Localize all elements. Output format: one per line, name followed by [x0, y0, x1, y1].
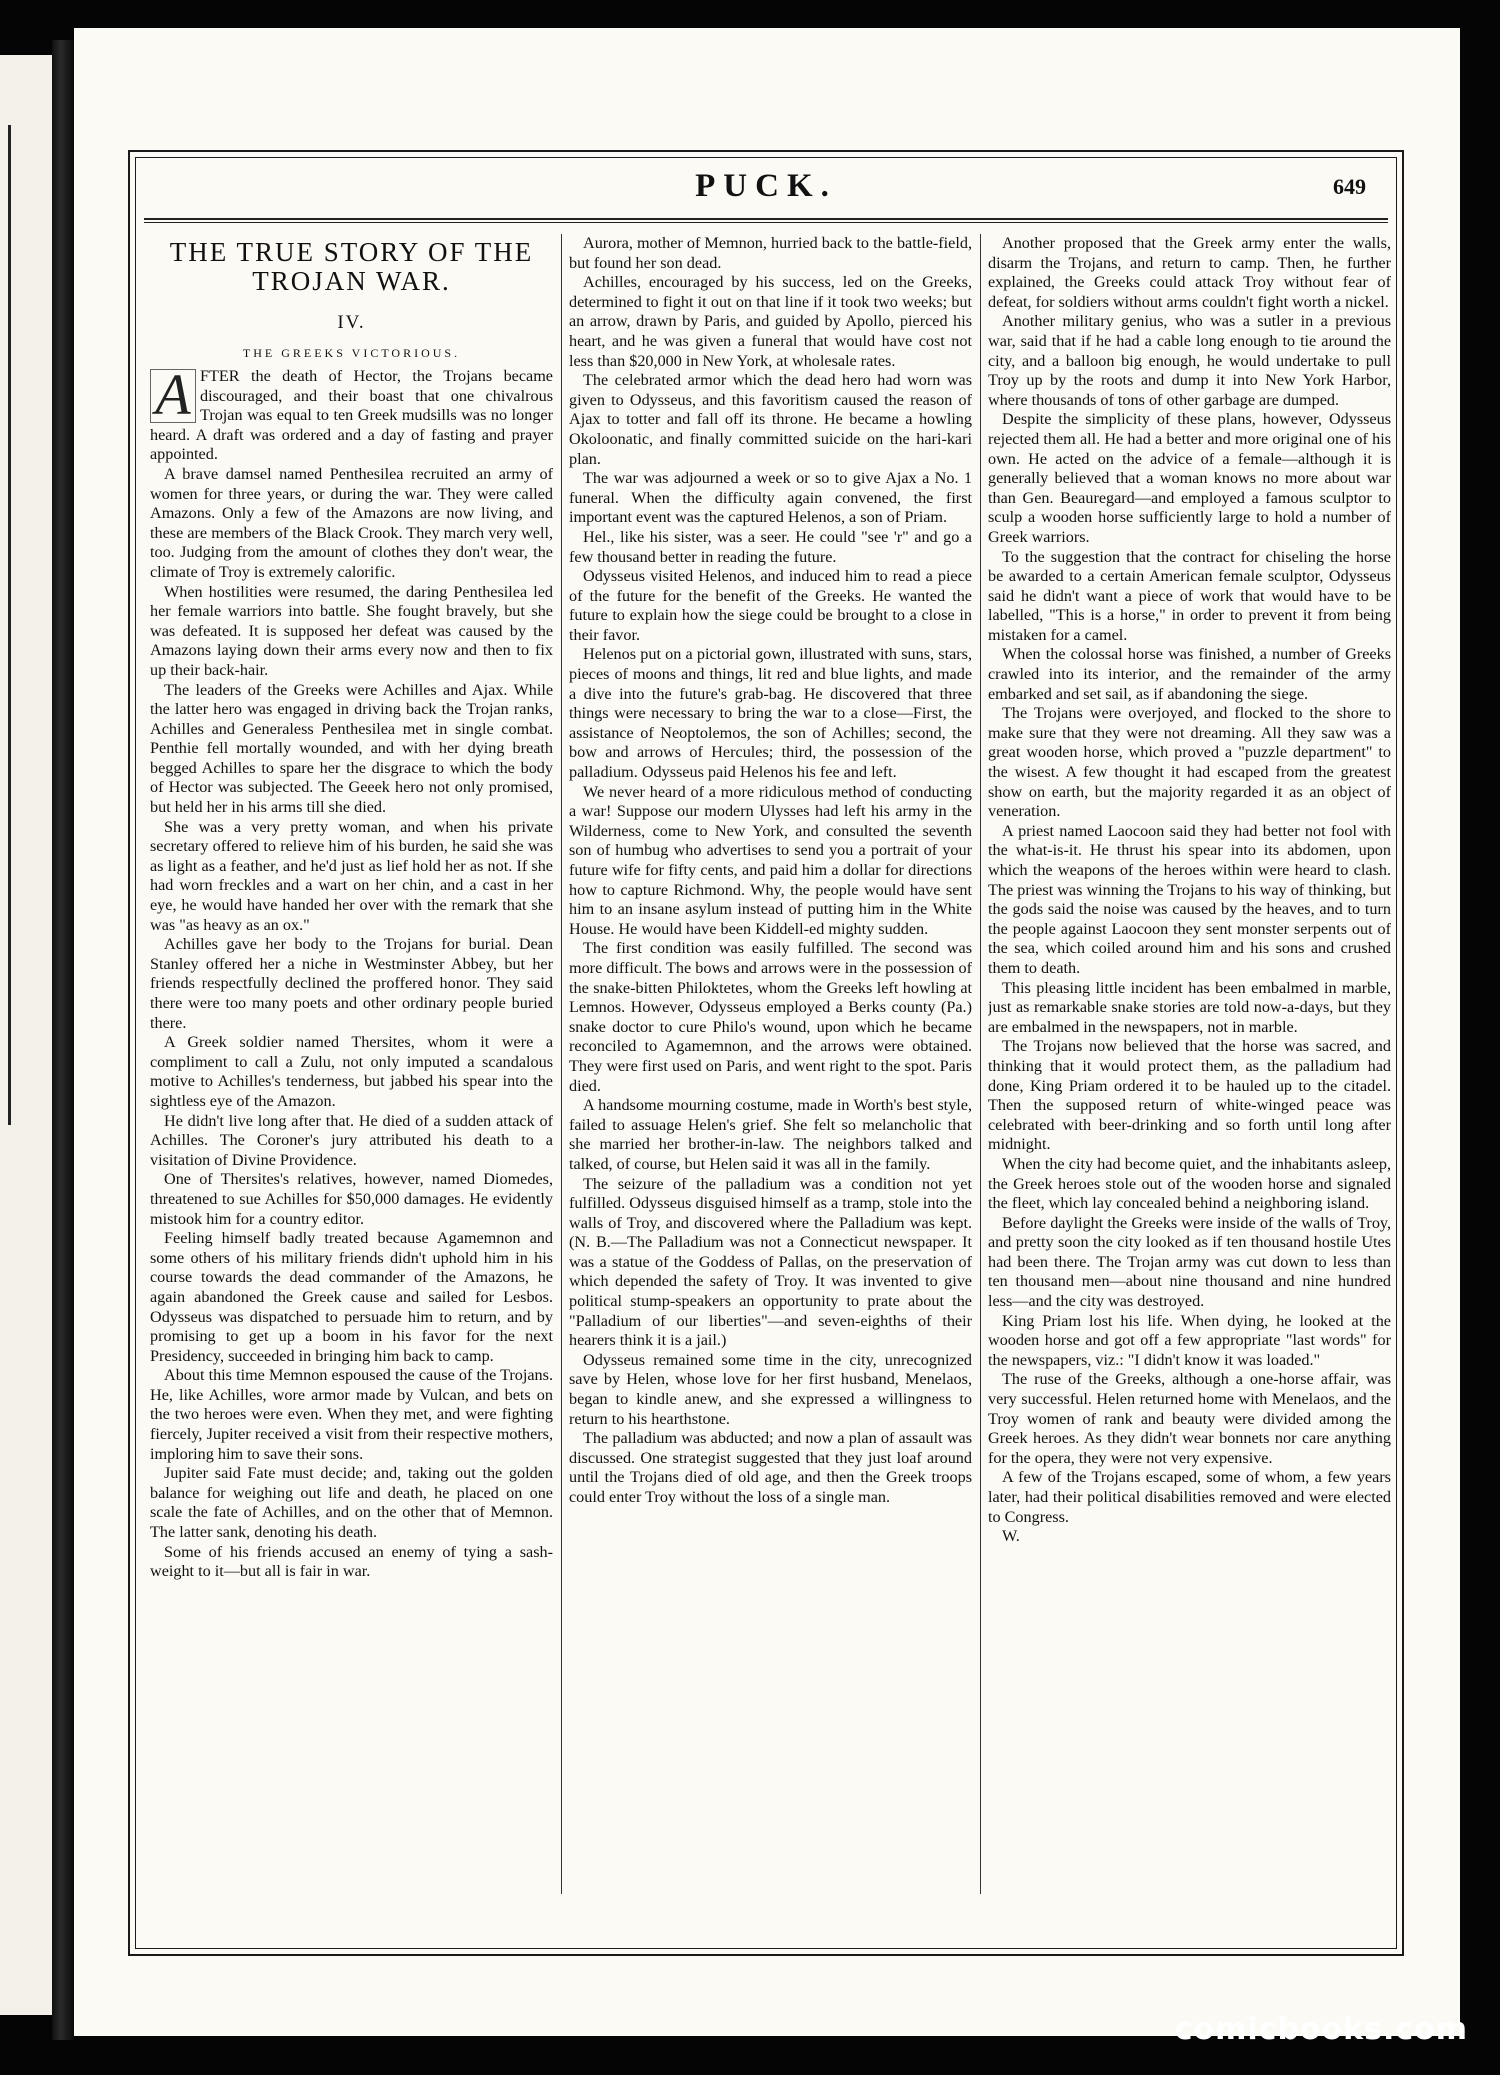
drop-cap: A [150, 369, 196, 423]
binding-gutter [52, 40, 74, 2040]
previous-page-edge [0, 55, 52, 2015]
article-title: THE TRUE STORY OF THE TROJAN WAR. [169, 237, 534, 296]
article-paragraph: Achilles gave her body to the Trojans for burial. Dean Stanley offered her a niche in Westminster Abbey, but her friends respectfully declined the proffered honor. They said there were too many poets and other ordinary people buried there. [150, 935, 553, 1032]
article-paragraph: A brave damsel named Penthesilea recruited an army of women for three years, or during the war. They were called Amazons. Only a few of the Amazons are now living, and these are members of the Black Crook. They march very well, too. Judging from the amount of clothes they don't wear, the climate of Troy is extremely calorific. [150, 464, 553, 581]
article-paragraph: The first condition was easily fulfilled. The second was more difficult. The bows and arrows were in the possession of the snake-bitten Philoktetes, whom the Greeks left howling at Lemnos. However, Odysseus employed a Berks county (Pa.) snake doctor to cure Philo's wound, upon which he became reconciled to Agamemnon, and the arrows were obtained. They were first used on Paris, and went right to the spot. Paris died. [569, 939, 972, 1095]
article-paragraph: Hel., like his sister, was a seer. He could "see 'r" and go a few thousand better in reading the future. [569, 527, 972, 566]
article-paragraph: This pleasing little incident has been embalmed in marble, just as remarkable snake stories are told now-a-days, but they are embalmed in the newspapers, not in marble. [988, 978, 1391, 1036]
article-paragraph: To the suggestion that the contract for chiseling the horse be awarded to a certain American female sculptor, Odysseus said he didn't want a piece of work that would have to be labelled, "This is a horse," in order to prevent it from being mistaken for a camel. [988, 547, 1391, 644]
article-paragraph: A Greek soldier named Thersites, whom it were a compliment to call a Zulu, not only imputed a scandalous motive to Achilles's tenderness, but jabbed his spear into the sightless eye of the Amazon. [150, 1033, 553, 1110]
column-2 [569, 234, 972, 1874]
chapter-subtitle: THE GREEKS VICTORIOUS. [242, 346, 461, 360]
article-paragraph: He didn't live long after that. He died of a sudden attack of Achilles. The Coroner's jury attributed his death to a visitation of Divine Providence. [150, 1111, 553, 1169]
article-paragraph: When the colossal horse was finished, a number of Greeks crawled into its interior, and the remainder of the army embarked and set sail, as if abandoning the siege. [988, 645, 1391, 703]
article-paragraph: A priest named Laocoon said they had better not fool with the what-is-it. He thrust his spear into its abdomen, upon which the weapons of the heroes within were heard to clash. The priest was winning the Trojans to his way of thinking, but the gods said the noise was caused by the heaves, and to turn the people against Laocoon they sent monster serpents out of the sea, which coiled around him and his sons and crushed them to death. [988, 821, 1391, 977]
article-paragraph: Before daylight the Greeks were inside of the walls of Troy, and pretty soon the city looked as if ten thousand hostile Utes had been there. The Trojan army was cut down to less than ten thousand men—about nine thousand and nine hundred less—and the city was destroyed. [988, 1213, 1391, 1311]
article-paragraph: One of Thersites's relatives, however, named Diomedes, threatened to sue Achilles for $50,000 damages. He evidently mistook him for a country editor. [150, 1170, 553, 1228]
column-rule [980, 234, 981, 1894]
magazine-page [74, 28, 1460, 2036]
article-paragraph: Helenos put on a pictorial gown, illustrated with suns, stars, pieces of moons and things, lit red and blue lights, and made a dive into the future's grab-bag. He discovered that three things were necessary to bring the war to a close—First, the assistance of Neoptolemos, the son of Achilles; second, the bow and arrows of Hercules; third, the possession of the palladium. Odysseus paid Helenos his fee and left. [569, 645, 972, 782]
article-paragraph: Another military genius, who was a sutler in a previous war, said that if he had a cable long enough to tie around the city, and a balloon big enough, he would undertake to pull Troy up by the roots and dump it into New York Harbor, where thousands of tons of other garbage are dumped. [988, 312, 1391, 409]
article-paragraph: The Trojans were overjoyed, and flocked to the shore to make sure that they were not dreaming. All they saw was a great wooden horse, which proved a "puzzle department" to the wisest. A few thought it had escaped from the greatest show on earth, but the majority regarded it as an object of veneration. [988, 704, 1391, 821]
article-paragraph: The war was adjourned a week or so to give Ajax a No. 1 funeral. When the difficulty again convened, the first important event was the captured Helenos, a son of Priam. [569, 469, 972, 527]
article-paragraph: The ruse of the Greeks, although a one-horse affair, was very successful. Helen returned home with Menelaos, and the Troy women of rank and beauty were divided among the Greek heroes. As they didn't wear bonnets nor care anything for the opera, they were not very expensive. [988, 1370, 1391, 1467]
article-paragraph: Some of his friends accused an enemy of tying a sash-weight to it—but all is fair in war. [150, 1542, 553, 1581]
article-paragraph: When the city had become quiet, and the inhabitants asleep, the Greek heroes stole out of the wooden horse and signaled the fleet, which lay concealed behind a neighboring island. [988, 1154, 1391, 1213]
watermark: comicbooks.com [1174, 2012, 1468, 2047]
article-paragraph: Another proposed that the Greek army enter the walls, disarm the Trojans, and return to camp. Then, he further explained, the Greeks could attack Troy without fear of defeat, for soldiers without arms couldn't fight worth a nickel. [988, 234, 1391, 311]
masthead [136, 166, 1396, 206]
column-1 [150, 234, 553, 1874]
article-paragraph: We never heard of a more ridiculous method of conducting a war! Suppose our modern Ulysses had left his army in the Wilderness, come to New York, and consulted the seventh son of humbug who advertises to send you a portrait of your future wife for fifty cents, and paid him a dollar for directions how to capture Richmond. Why, the people would have sent him to an insane asylum instead of putting him in the White House. He would have been Kiddell-ed mighty sudden. [569, 782, 972, 938]
masthead-title: PUCK. [695, 168, 837, 204]
article-paragraph: King Priam lost his life. When dying, he looked at the wooden horse and got off a few appropriate "last words" for the newspapers, viz.: "I didn't know it was loaded." [988, 1311, 1391, 1369]
article-paragraph: The Trojans now believed that the horse was sacred, and thinking that it would protect them, as the palladium had done, King Priam ordered it to be hauled up to the citadel. Then the supposed return of white-winged peace was celebrated with beer-drinking and so forth until long after midnight. [988, 1037, 1391, 1154]
column-rule [561, 234, 562, 1894]
article-paragraph: The seizure of the palladium was a condition not yet fulfilled. Odysseus disguised himself as a tramp, stole into the walls of Troy, and discovered where the Palladium was kept. (N. B.—The Palladium was not a Connecticut newspaper. It was a statue of the Goddess of Pallas, on the preservation of which depended the safety of Troy. It was invented to give political stump-speakers an opportunity to prate about the "Palladium of our liberties"—and seven-eighths of their hearers think it is a jail.) [569, 1174, 972, 1350]
article-paragraph: Odysseus visited Helenos, and induced him to read a piece of the future for the benefit of the Greeks. He wanted the future to explain how the siege could be brought to a close in their favor. [569, 567, 972, 644]
paragraph-text: FTER the death of Hector, the Trojans became discouraged, and their boast that one chivalrous Trojan was equal to ten Greek mudsills was no longer heard. A draft was ordered and a day of fasting and prayer appointed. [150, 367, 553, 464]
article-paragraph: The palladium was abducted; and now a plan of assault was discussed. One strategist suggested that they just loaf around until the Trojans died of old age, and then the Greek troops could enter Troy without the loss of a single man. [569, 1429, 972, 1506]
article-paragraph: About this time Memnon espoused the cause of the Trojans. He, like Achilles, wore armor made by Vulcan, and bets on the two heroes were even. When they met, and were fighting fiercely, Jupiter received a visit from their respective mothers, imploring him to save their sons. [150, 1366, 553, 1463]
article-paragraph: She was a very pretty woman, and when his private secretary offered to relieve him of his burden, he said she was as light as a feather, and he'd just as lief hold her as not. If she had worn freckles and a wart on her chin, and a cast in her eye, he would have handed her over with the remark that she was "as heavy as an ox." [150, 817, 553, 934]
article-paragraph: Odysseus remained some time in the city, unrecognized save by Helen, whose love for her first husband, Menelaos, began to kindle anew, and she expressed a willingness to return to his hearthstone. [569, 1350, 972, 1428]
article-paragraph: The leaders of the Greeks were Achilles and Ajax. While the latter hero was engaged in driving back the Trojan ranks, Achilles and Generaless Penthesilea met in single combat. Penthie fell mortally wounded, and with her dying breath begged Achilles to spare her the disgrace to which the body of Hector was subjected. The Geeek hero not only promised, but held her in his arms till she died. [150, 680, 553, 817]
article-paragraph: Jupiter said Fate must decide; and, taking out the golden balance for weighing out life and death, he placed on one scale the fate of Achilles, and on the other that of Memnon. The latter sank, denoting his death. [150, 1464, 553, 1542]
article-paragraph: A handsome mourning costume, made in Worth's best style, failed to assuage Helen's grief. She felt so melancholic that she married her brother-in-law. The neighbors talked and talked, of course, but Helen said it was all in the family. [569, 1096, 972, 1173]
page-frame [128, 150, 1404, 1956]
column-3 [988, 234, 1391, 1874]
article-paragraph: Feeling himself badly treated because Agamemnon and some others of his military friends didn't uphold him in his course towards the dead commander of the Amazons, he again abandoned the Greek cause and sailed for Lesbos. Odysseus was dispatched to persuade him to return, and by promising to get up a boom in his favor for the next Presidency, succeeded in bringing him back to camp. [150, 1229, 553, 1365]
article-paragraph: Despite the simplicity of these plans, however, Odysseus rejected them all. He had a better and more original one of his own. He acted on the advice of a female—although it is generally believed that a woman knows no more about war than Gen. Beauregard—and employed a famous sculptor to sculp a wooden horse sufficiently large to hold a number of Greek warriors. [988, 410, 1391, 546]
article-paragraph: When hostilities were resumed, the daring Penthesilea led her female warriors into battle. She fought bravely, but she was defeated. It is supposed her defeat was caused by the Amazons laying down their arms every now and then to fix up their back-hair. [150, 582, 553, 679]
chapter-number: IV. [337, 312, 366, 333]
article-paragraph: A few of the Trojans escaped, some of whom, a few years later, had their political disabilities removed and were elected to Congress. [988, 1468, 1391, 1526]
author-signature: W. [1002, 1527, 1020, 1546]
article-paragraph [150, 362, 553, 465]
article-paragraph: The celebrated armor which the dead hero had worn was given to Odysseus, and this favoritism caused the reason of Ajax to totter and fall off its throne. He became a howling Okoloonatic, and finally committed suicide on the hari-kari plan. [569, 371, 972, 468]
article-paragraph: Achilles, encouraged by his success, led on the Greeks, determined to fight it out on that line if it took two weeks; but an arrow, drawn by Paris, and guided by Apollo, pierced his heart, and he was given a funeral that would have cost not less than $20,000 in New York, at wholesale rates. [569, 273, 972, 370]
page-number: 649 [1333, 174, 1366, 199]
article-paragraph: Aurora, mother of Memnon, hurried back to the battle-field, but found her son dead. [569, 234, 972, 272]
